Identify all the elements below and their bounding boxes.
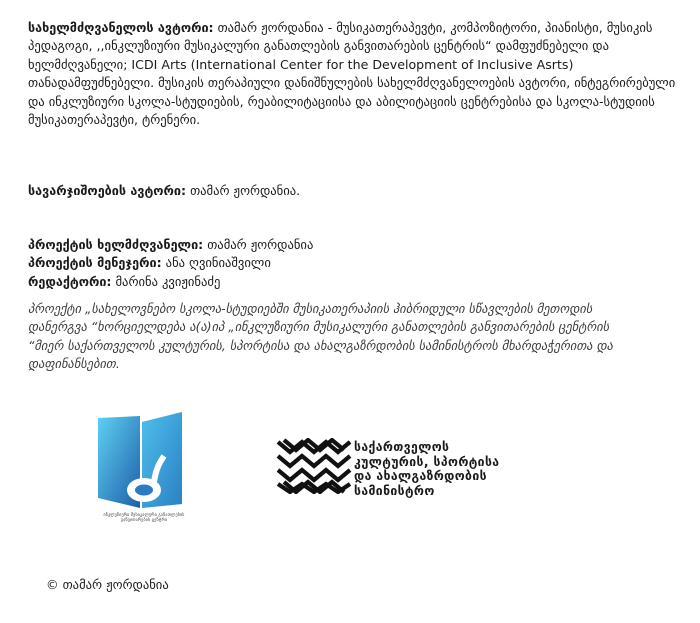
ministry-logo: [276, 438, 356, 494]
credit-label: პროექტის მენეჯერი:: [28, 255, 162, 271]
project-note: პროექტი „სახელოვნებო სკოლა-სტუდიებში მუსიკათერაპიის ჰიბრიდული სწავლების მეთოდის დანერგვა “ხორციელდება ა(ა)იპ „ინკლუზიური მუსიკალური განათლების განვითარების ცენტრის “მიერ საქართველოს კულტურის, სპორტისა და ახალგაზრდობის სამინისტროს მხარდაჭერითა და დაფინანსებით.: [28, 301, 613, 372]
copyright-text: © თამარ ჟორდანია: [46, 577, 169, 592]
ministry-line: კულტურის, სპორტისა: [354, 454, 500, 469]
credit-line-editor: [28, 273, 676, 291]
logo-caption: ინკლუზიური მუსიკალური განათლების განვითარების ცენტრი: [103, 512, 185, 522]
inclusive-center-logo: [94, 412, 194, 520]
credits-block: [28, 236, 676, 291]
ministry-line: სამინისტრო: [354, 483, 435, 498]
credit-label: რედაქტორი:: [28, 273, 112, 289]
author-text: თამარ ჟორდანია - მუსიკათერაპევტი, კომპოზიტორი, პიანისტი, მუსიკის პედაგოგი, ,,ინკლუზიური მუსიკალური განათლების განვითარების ცენტრის“ დამფუძნებელი და ხელმძღვანელი; ICDI Arts (International Center for the Development of Inclusive Asrts) თანადამფუძნებელი. მუსიკის თერაპიული დანიშნულების სახელმძღვანელოების ავტორი, ინტეგრირებული და ინკლუზიური სკოლა-სტუდიების, რეაბილიტაციისა და აბილიტაციის ცენტრებისა და სკოლა-სტუდიის მუსიკათერაპევტი, ტრენერი.: [28, 20, 676, 128]
book-note-logo-icon: [94, 412, 194, 510]
ministry-ornament-icon: [276, 438, 356, 494]
author-paragraph: [28, 19, 676, 129]
credit-value: თამარ ჟორდანია: [203, 237, 314, 252]
ministry-name: [354, 440, 594, 498]
ministry-line: და ახალგაზრდობის: [354, 469, 487, 484]
credit-line-project-manager: [28, 254, 676, 272]
credit-value: მარინა კვიჟინაძე: [111, 273, 221, 289]
credit-line-project-lead: [28, 236, 676, 254]
exercises-label: სავარჯიშოების ავტორი:: [28, 183, 187, 198]
ministry-line: საქართველოს: [354, 440, 450, 454]
credit-label: პროექტის ხელმძღვანელი:: [28, 237, 204, 252]
exercises-text: თამარ ჟორდანია.: [186, 183, 301, 198]
credit-value: ანა ღვინიაშვილი: [161, 255, 271, 271]
exercises-paragraph: [28, 182, 676, 200]
author-label: სახელმძღვანელოს ავტორი:: [28, 20, 214, 35]
